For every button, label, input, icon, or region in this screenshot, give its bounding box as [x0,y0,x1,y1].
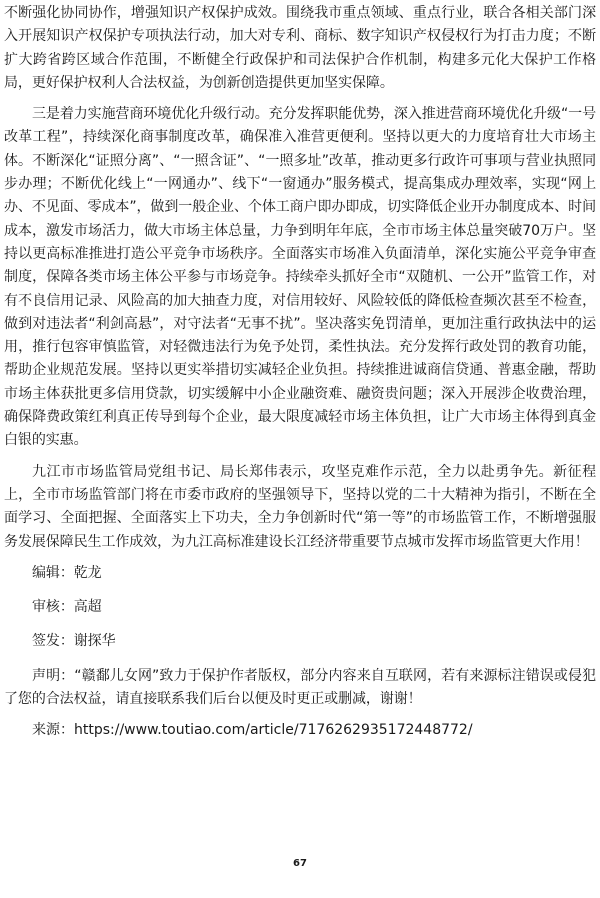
paragraph-ip-protection: 不断强化协同协作，增强知识产权保护成效。围绕我市重点领域、重点行业，联合各相关部门深入开展知识产权保护专项执法行动，加大对专利、商标、数字知识产权侵权行为打击力度；不断扩大跨省跨区域合作范围，不断健全行政保护和司法保护合作机制，构建多元化大保护工作格局，更好保护权利人合法权益，为创新创造提供更加坚实保障。 [4,5,596,91]
reviewer-credit: 审核：高超 [32,599,102,616]
paragraph-business-environment: 三是着力实施营商环境优化升级行动。充分发挥职能优势，深入推进营商环境优化升级“一号改革工程”，持续深化商事制度改革，确保准入准营更便利。坚持以更大的力度培育壮大市场主体。不断深化“证照分离”、“一照含证”、“一照多址”改革，推动更多行政许可事项与营业执照同步办理；不断优化线上“一网通办”、线下“一窗通办”服务模式，提高集成办理效率，实现“网上办、不见面、零成本”，做到一般企业、个体工商户即办即成，切实降低企业开办制度成本、时间成本，激发市场活力，做大市场主体总量，力争到明年年底，全市市场主体总量突破70万户。坚持以更高标准推进打造公平竞争市场秩序。全面落实市场准入负面清单，深化实施公平竞争审查制度，保障各类市场主体公平参与市场竞争。持续牵头抓好全市“双随机、一公开”监管工作，对有不良信用记录、风险高的加大抽查力度，对信用较好、风险较低的降低检查频次甚至不检查，做到对违法者“利剑高悬”，对守法者“无事不扰”。坚决落实免罚清单，更加注重行政执法中的运用，推行包容审慎监管，对轻微违法行为免予处罚，柔性执法。充分发挥行政处罚的教育功能，帮助企业规范发展。坚持以更实举措切实减轻企业负担。持续推进诚商信贷通、普惠金融，帮助市场主体获批更多信用贷款，切实缓解中小企业融资难、融资贵问题；深入开展涉企收费治理，确保降费政策红利真正传导到每个企业，最大限度减轻市场主体负担，让广大市场主体得到真金白银的实惠。 [4,106,596,449]
source-link[interactable]: 来源：https://www.toutiao.com/article/7176262935172448772/ [32,722,473,739]
editor-credit: 编辑：乾龙 [32,564,102,581]
page-number: 67 [293,858,307,869]
article-body [4,2,596,751]
paragraph-director-statement: 九江市市场监管局党组书记、局长郑伟表示，攻坚克难作示范，全力以赴勇争先。新征程上，全市市场监管部门将在市委市政府的坚强领导下，坚持以党的二十大精神为指引，不断在全面学习、全面把握、全面落实上下功夫，全力争创新时代“第一等”的市场监管工作，不断增强服务发展保障民生工作成效，为九江高标准建设长江经济带重要节点城市发挥市场监管更大作用！ [4,463,596,550]
approver-credit: 签发：谢探华 [32,633,116,650]
copyright-disclaimer: 声明：“赣鄱儿女网”致力于保护作者版权，部分内容来自互联网，若有来源标注错误或侵犯了您的合法权益，请直接联系我们后台以便及时更正或删减，谢谢！ [4,667,596,708]
